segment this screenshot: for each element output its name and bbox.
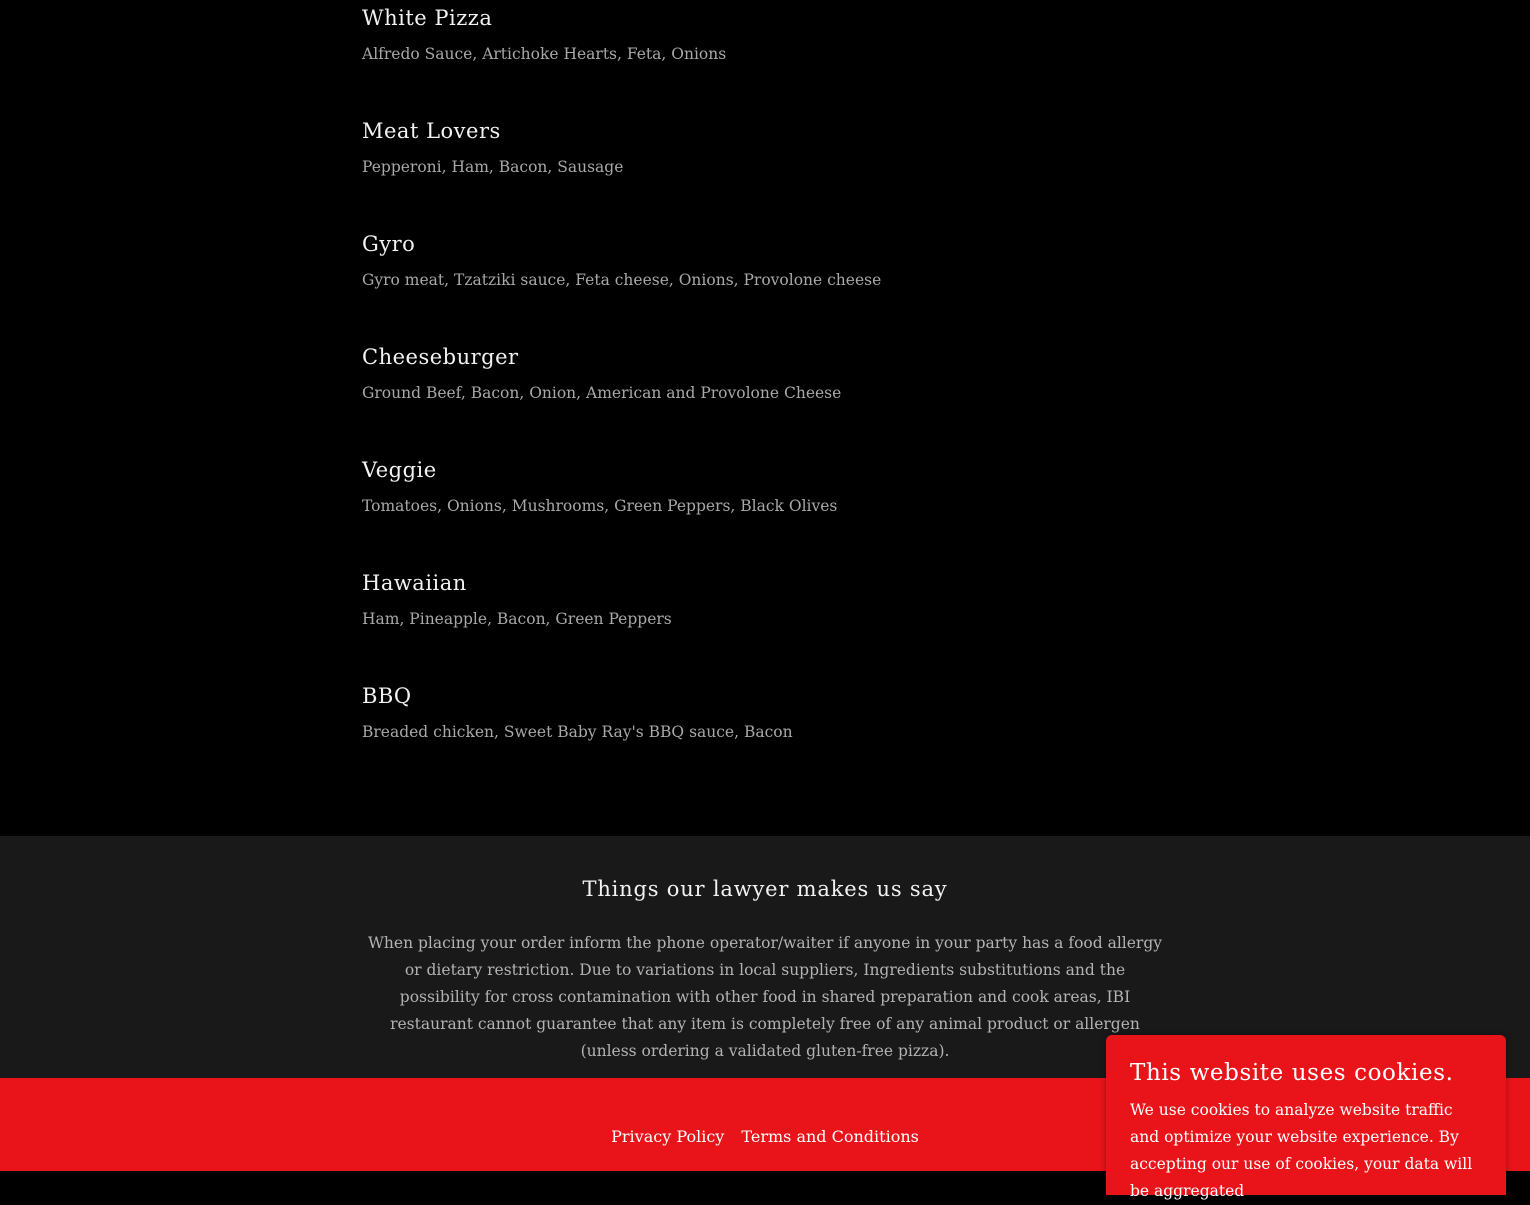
privacy-policy-link[interactable]: Privacy Policy [611,1127,725,1146]
cookie-banner-title: This website uses cookies. [1130,1060,1454,1086]
menu-item-description: Tomatoes, Onions, Mushrooms, Green Peppers, Black Olives [362,497,838,515]
menu-item-description: Pepperoni, Ham, Bacon, Sausage [362,158,624,176]
menu-item [362,343,1162,404]
menu-item-description: Breaded chicken, Sweet Baby Ray's BBQ sauce, Bacon [362,723,793,741]
legal-text: When placing your order inform the phone operator/waiter if anyone in your party has a food allergy or dietary restriction. Due to variations in local suppliers, Ingredients substitutions and the possibility for cross contamination with other food in shared preparation and cook areas, IBI restaurant cannot guarantee that any item is completely free of any animal product or allergen (unless ordering a validated gluten-free pizza). [367,934,1163,1060]
menu-item-description: Ground Beef, Bacon, Onion, American and Provolone Cheese [362,384,842,402]
menu-item [362,456,1162,517]
menu-item-description: Gyro meat, Tzatziki sauce, Feta cheese, Onions, Provolone cheese [362,271,882,289]
menu-item [362,682,1162,743]
menu-item-name: Meat Lovers [362,119,501,143]
menu-item [362,569,1162,630]
cookie-banner [1106,1035,1506,1200]
menu-item-name: White Pizza [362,6,493,30]
menu-item-name: BBQ [362,684,412,708]
menu-item-name: Hawaiian [362,571,467,595]
legal-title: Things our lawyer makes us say [582,877,948,901]
menu-item-name: Veggie [362,458,437,482]
cookie-banner-text: We use cookies to analyze website traffic and optimize your website experience. By accepting our use of cookies, your data will be aggregated [1130,1101,1473,1200]
menu-item [362,117,1162,178]
menu-item [362,230,1162,291]
menu-item-description: Ham, Pineapple, Bacon, Green Peppers [362,610,672,628]
menu-item-name: Cheeseburger [362,345,519,369]
menu-item [362,4,1162,65]
terms-and-conditions-link[interactable]: Terms and Conditions [741,1127,919,1146]
menu-item-name: Gyro [362,232,416,256]
menu-item-description: Alfredo Sauce, Artichoke Hearts, Feta, Onions [362,45,727,63]
